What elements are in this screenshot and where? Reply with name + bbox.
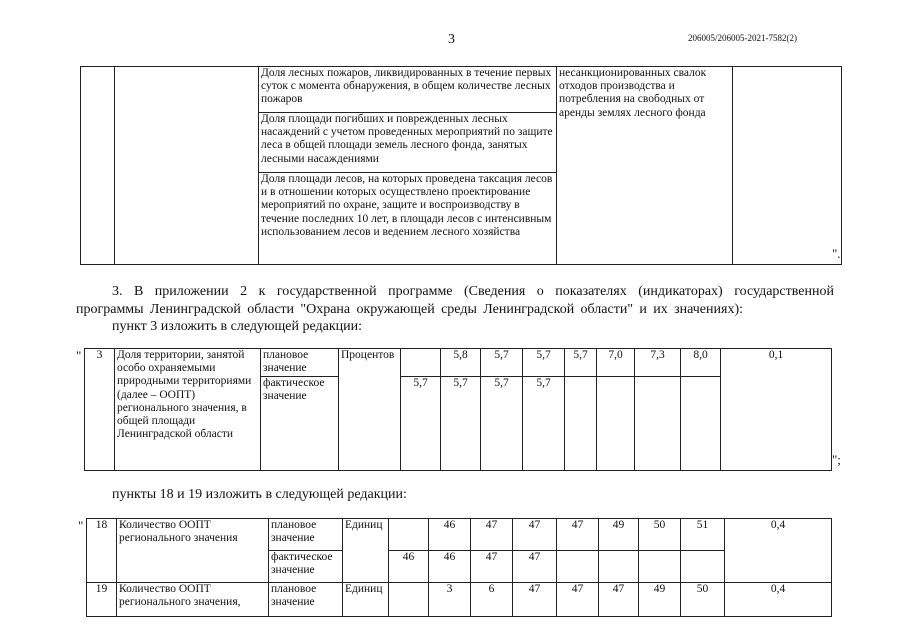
paragraph-line: пункты 18 и 19 изложить в следующей редакции: xyxy=(112,487,407,502)
value-cell xyxy=(557,551,599,583)
value-cell xyxy=(681,551,725,583)
plan-label: плановое значение xyxy=(269,519,343,551)
weight-cell: 0,4 xyxy=(725,583,832,617)
value-cell xyxy=(389,583,429,617)
paragraph-line: пункт 3 изложить в следующей редакции: xyxy=(112,319,362,334)
value-cell xyxy=(401,349,441,377)
value-cell: 47 xyxy=(471,519,513,551)
value-cell: 5,8 xyxy=(441,349,481,377)
value-cell: 5,7 xyxy=(565,349,597,377)
blank-cell xyxy=(115,67,259,265)
value-cell: 47 xyxy=(513,583,557,617)
indicator-cell: Доля лесных пожаров, ликвидированных в течение первых суток с момента обнаружения, в общем количестве лесных пожаров xyxy=(259,67,557,113)
row-number: 3 xyxy=(85,349,115,471)
page-number: 3 xyxy=(448,32,455,47)
plan-label: плановое значение xyxy=(261,349,339,377)
value-cell: 7,0 xyxy=(597,349,635,377)
row-number: 19 xyxy=(87,583,117,617)
value-cell: 50 xyxy=(639,519,681,551)
unit-cell: Единиц xyxy=(343,583,389,617)
document-code: 206005/206005-2021-7582(2) xyxy=(688,33,797,43)
indicator-cell: Доля площади погибших и поврежденных лесных насаждений с учетом проведенных мероприятий по защите леса в общей площади земель лесного фонда, занятых лесными насаждениями xyxy=(259,113,557,173)
value-cell: 47 xyxy=(513,519,557,551)
indicator-name: Доля территории, занятой особо охраняемыми природными территориями (далее – ООПТ) регионального значения, в общей площади Ленинградской области xyxy=(115,349,261,471)
value-cell: 47 xyxy=(513,551,557,583)
plan-label: плановое значение xyxy=(269,583,343,617)
paragraph-line: 3. В приложении 2 к государственной программе (Сведения о показателях (индикаторах) государственной xyxy=(112,284,834,299)
value-cell: 5,7 xyxy=(401,377,441,471)
value-cell: 5,7 xyxy=(481,349,523,377)
value-cell: 50 xyxy=(681,583,725,617)
value-cell: 5,7 xyxy=(481,377,523,471)
value-cell: 46 xyxy=(429,551,471,583)
unit-cell: Единиц xyxy=(343,519,389,583)
value-cell: 8,0 xyxy=(681,349,721,377)
indicator-name: Количество ООПТ регионального значения xyxy=(117,519,269,583)
value-cell xyxy=(565,377,597,471)
value-cell: 3 xyxy=(429,583,471,617)
value-cell: 6 xyxy=(471,583,513,617)
value-cell xyxy=(639,551,681,583)
value-cell: 46 xyxy=(429,519,471,551)
value-cell xyxy=(681,377,721,471)
value-cell xyxy=(599,551,639,583)
description-cell: несанкционированных свалок отходов производства и потребления на свободных от аренды землях лесного фонда xyxy=(557,67,733,265)
value-cell: 51 xyxy=(681,519,725,551)
value-cell xyxy=(635,377,681,471)
value-cell xyxy=(597,377,635,471)
indicator-table-items-18-19 xyxy=(86,518,832,617)
unit-cell: Процентов xyxy=(339,349,401,471)
weight-cell: 0,4 xyxy=(725,519,832,583)
indicator-name: Количество ООПТ регионального значения, xyxy=(117,583,269,617)
value-cell: 49 xyxy=(599,519,639,551)
value-cell: 5,7 xyxy=(523,377,565,471)
value-cell: 5,7 xyxy=(441,377,481,471)
fact-label: фактическое значение xyxy=(269,551,343,583)
value-cell: 46 xyxy=(389,551,429,583)
indicator-cell: Доля площади лесов, на которых проведена таксация лесов и в отношении которых осуществлено проектирование мероприятий по охране, защите и воспроизводству в течение последних 10 лет, в площади лесов с интенсивным использованием лесов и ведением лесного хозяйства xyxy=(259,173,557,265)
value-cell: 47 xyxy=(557,583,599,617)
value-cell: 47 xyxy=(471,551,513,583)
value-cell: 49 xyxy=(639,583,681,617)
blank-cell xyxy=(733,67,842,265)
row-number: 18 xyxy=(87,519,117,583)
opening-quote: " xyxy=(76,348,82,363)
weight-cell: 0,1 xyxy=(721,349,832,471)
opening-quote: " xyxy=(78,518,84,533)
fact-label: фактическое значение xyxy=(261,377,339,471)
indicator-table-item-3 xyxy=(84,348,832,471)
value-cell: 47 xyxy=(599,583,639,617)
closing-quote: "; xyxy=(832,452,841,467)
value-cell xyxy=(389,519,429,551)
blank-cell xyxy=(81,67,115,265)
indicators-table-continuation xyxy=(80,66,842,265)
closing-quote: ". xyxy=(832,246,841,261)
value-cell: 47 xyxy=(557,519,599,551)
value-cell: 7,3 xyxy=(635,349,681,377)
value-cell: 5,7 xyxy=(523,349,565,377)
paragraph-line: программы Ленинградской области "Охрана окружающей среды Ленинградской области" и их значениях): xyxy=(76,302,743,317)
